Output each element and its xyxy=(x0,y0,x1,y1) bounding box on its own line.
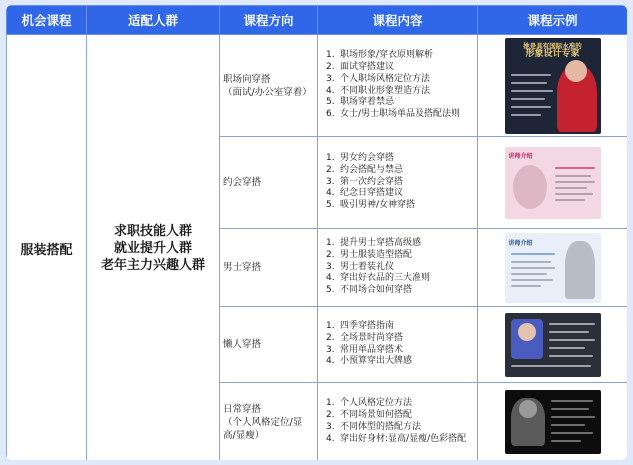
example-cell xyxy=(478,137,628,229)
list-item: 4. 小预算穿出大牌感 xyxy=(326,356,413,367)
list-item: 3. 不同体型的搭配方法 xyxy=(326,422,422,432)
list-item: 1. 四季穿搭指南 xyxy=(326,320,395,331)
content-list xyxy=(326,238,477,297)
direction-line: （个人风格定位/显 xyxy=(223,416,303,428)
poster-title: 她是具有国际水准的 形象设计专家 xyxy=(523,41,582,59)
direction-line: 高/显瘦） xyxy=(223,429,265,441)
list-item: 5. 不同场合如何穿搭 xyxy=(326,285,413,296)
list-item: 4. 不同职业形象塑造方法 xyxy=(326,85,431,96)
list-item: 1. 男女约会穿搭 xyxy=(326,153,395,163)
list-item: 2. 男士服装造型搭配 xyxy=(326,249,413,260)
direction-line: 日常穿搭 xyxy=(223,403,262,415)
list-item: 4. 穿出好衣品的三大准则 xyxy=(326,273,431,284)
list-item: 4. 纪念日穿搭建议 xyxy=(326,188,404,199)
direction-cell xyxy=(220,35,318,137)
list-item: 3. 个人职场风格定位方法 xyxy=(326,73,431,84)
content-cell xyxy=(318,137,478,229)
example-cell xyxy=(478,35,628,137)
header-example: 课程示例 xyxy=(478,6,628,35)
direction-cell xyxy=(220,229,318,307)
poster-title: 讲师介绍 xyxy=(508,152,533,160)
content-list xyxy=(326,398,477,445)
audience-line: 求职技能人群 xyxy=(113,223,192,239)
content-cell xyxy=(318,307,478,383)
content-list xyxy=(326,50,477,121)
example-poster-image xyxy=(505,233,601,303)
course-category: 服装搭配 xyxy=(7,35,87,461)
list-item: 4. 穿出好身材:显高/显瘦/色彩搭配 xyxy=(326,433,467,444)
list-item: 5. 吸引男神/女神穿搭 xyxy=(326,200,416,211)
poster-title: 讲师介绍 xyxy=(508,239,533,247)
direction-line: 职场向穿搭 xyxy=(223,73,271,85)
list-item: 3. 常用单品穿搭术 xyxy=(326,344,404,355)
header-course: 机会课程 xyxy=(7,6,87,35)
list-item: 5. 职场穿着禁忌 xyxy=(326,97,395,108)
list-item: 1. 职场形象/穿衣原则解析 xyxy=(326,50,434,61)
list-item: 2. 不同场景如何搭配 xyxy=(326,410,413,421)
list-item: 3. 第一次约会穿搭 xyxy=(326,176,404,187)
list-item: 2. 面试穿搭建议 xyxy=(326,61,395,72)
list-item: 2. 约会搭配与禁忌 xyxy=(326,164,404,175)
content-cell xyxy=(318,383,478,461)
header-audience: 适配人群 xyxy=(87,6,220,35)
audience-cell xyxy=(87,35,220,461)
example-cell xyxy=(478,383,628,461)
content-cell xyxy=(318,229,478,307)
example-poster-image xyxy=(505,147,601,219)
list-item: 2. 全场景时尚穿搭 xyxy=(326,332,404,343)
direction-line: 懒人穿搭 xyxy=(223,339,262,350)
content-list xyxy=(326,321,477,368)
example-poster-image xyxy=(505,38,601,134)
example-cell xyxy=(478,307,628,383)
direction-cell xyxy=(220,307,318,383)
course-table-frame xyxy=(6,5,627,460)
header-direction: 课程方向 xyxy=(220,6,318,35)
header-row xyxy=(7,6,628,35)
list-item: 1. 提升男士穿搭高级感 xyxy=(326,238,422,248)
audience-line: 老年主力兴趣人群 xyxy=(100,257,205,273)
list-item: 3. 男士着装礼仪 xyxy=(326,261,395,272)
direction-line: （面试/办公室穿着） xyxy=(223,86,312,98)
course-table xyxy=(6,5,627,460)
list-item: 1. 个人风格定位方法 xyxy=(326,398,413,409)
direction-line: 约会穿搭 xyxy=(223,177,262,188)
content-cell xyxy=(318,35,478,137)
audience-line: 就业提升人群 xyxy=(113,240,192,256)
direction-cell xyxy=(220,137,318,229)
table-row xyxy=(7,35,628,137)
example-poster-image xyxy=(505,390,601,454)
direction-cell xyxy=(220,383,318,461)
example-poster-image xyxy=(505,313,601,377)
list-item: 6. 女士/男士职场单品及搭配法则 xyxy=(326,109,461,120)
example-cell xyxy=(478,229,628,307)
content-list xyxy=(326,153,477,212)
direction-line: 男士穿搭 xyxy=(223,262,262,273)
header-content: 课程内容 xyxy=(318,6,478,35)
